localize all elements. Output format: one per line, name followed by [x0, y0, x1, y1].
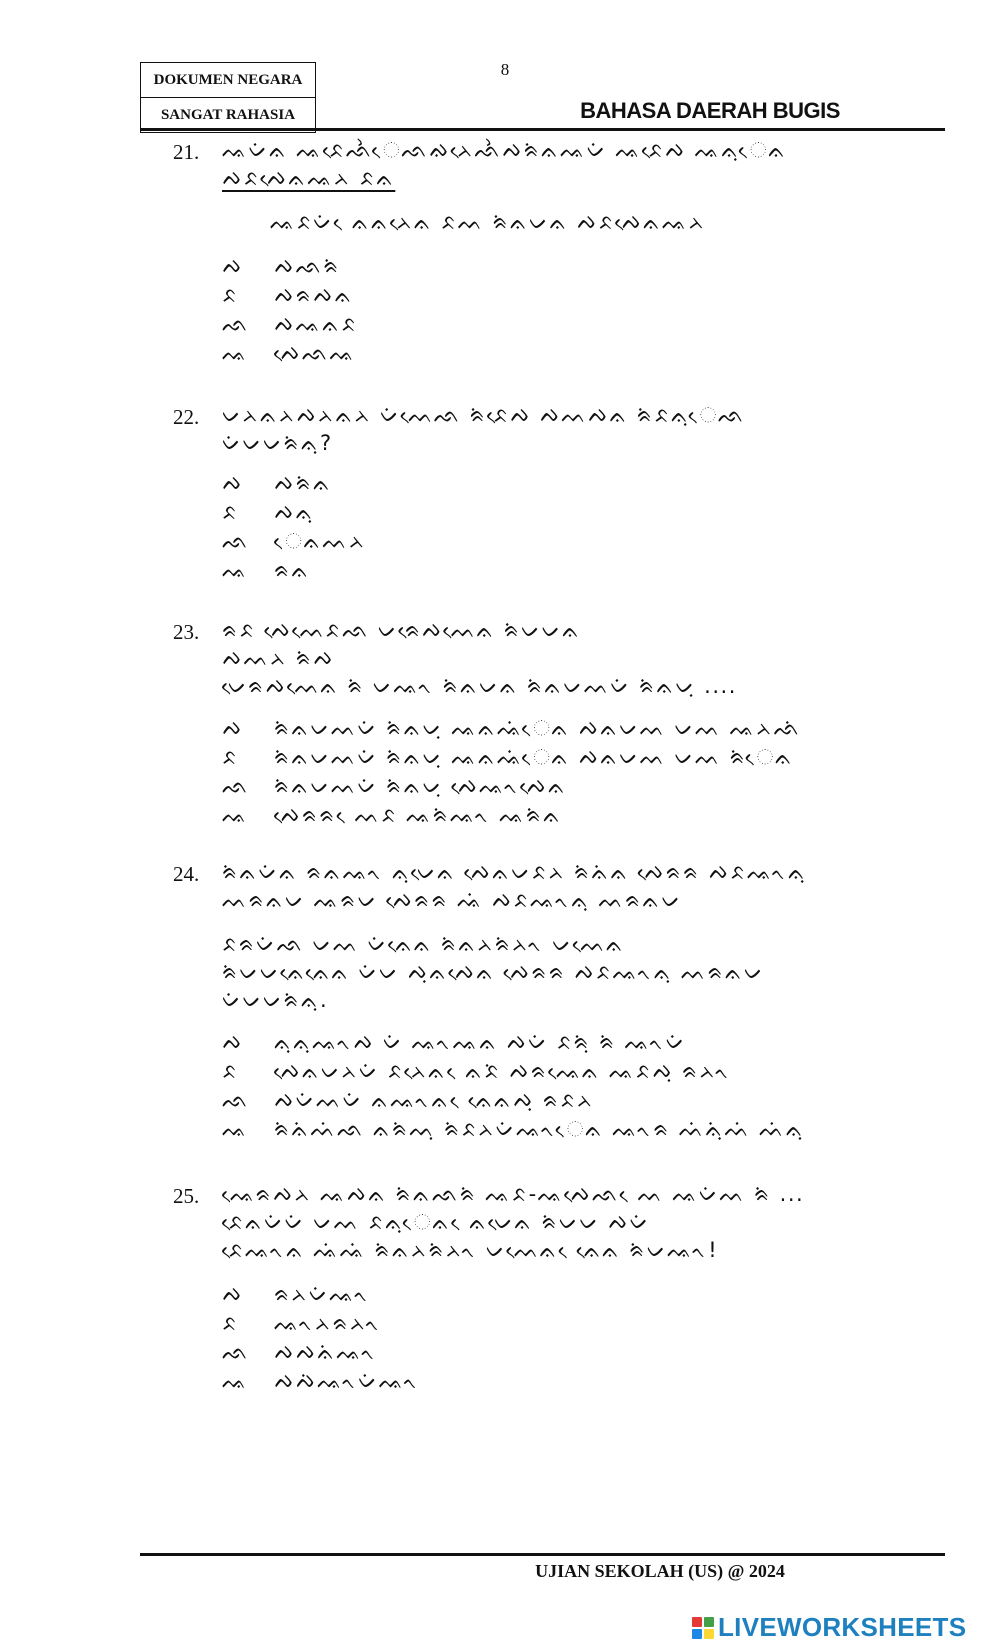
classification-top: DOKUMEN NEGARA — [153, 71, 303, 88]
option-letter: ᨒ — [222, 773, 250, 798]
exam-footer: UJIAN SEKOLAH (US) @ 2024 — [535, 1561, 785, 1581]
option-a[interactable] — [222, 714, 801, 742]
option-d[interactable] — [222, 339, 356, 367]
logo-square-blue — [692, 1629, 702, 1639]
question-prompt: ᨕᨅᨆᨗ ᨙᨊᨊᨂᨙᨊ ᨅᨓ ᨑᨗᨊᨆᨊ ᨄᨅᨄᨙᨊᨕᨂ — [270, 209, 707, 234]
option-b[interactable] — [222, 1309, 382, 1337]
option-letter: ᨕ — [222, 1368, 249, 1393]
question-prompt-line: ᨅᨑᨆᨗᨒ ᨆᨓ ᨆᨗᨊᨙᨊ ᨑᨗᨊᨂᨑᨗᨂᨚ ᨆᨓᨙᨊ — [222, 931, 625, 956]
option-text: ᨄᨑᨗᨊ — [274, 470, 333, 495]
question-stem-line: ᨆᨗᨆᨆᨑᨗᨊᨘ? — [222, 430, 333, 455]
logo-square-red — [692, 1617, 702, 1627]
option-text: ᨄᨑᨄᨊ — [274, 282, 354, 307]
option-text: ᨑᨂᨆᨗᨕᨚ — [274, 1281, 371, 1306]
question-prompt-line: ᨑᨗᨆᨆᨊᨙᨊᨙᨊ ᨆᨗᨆ ᨄᨘᨊᨄᨙᨊ ᨄᨙᨑᨑ ᨄᨅᨕᨚᨊᨘ ᨓᨑᨊᨆ — [222, 959, 765, 984]
question-number: 22. — [173, 405, 200, 429]
option-c[interactable] — [222, 1086, 594, 1114]
question-stem-line: ᨄᨓᨂ ᨑᨗᨄ — [222, 645, 335, 670]
subject-title: BAHASA DAERAH BUGIS — [580, 98, 840, 123]
question-stem-line: ᨕᨙᨑᨄᨂ ᨕᨄᨊ ᨑᨗᨊᨒᨑᨗ ᨕᨅ-ᨕᨄᨙᨒ ᨙᨓ ᨕᨆᨗᨓ ᨑᨗ ... — [222, 1181, 805, 1206]
question-number: 25. — [173, 1184, 200, 1208]
option-d[interactable] — [222, 1115, 805, 1143]
logo-square-green — [704, 1617, 714, 1627]
header-rule — [140, 128, 945, 131]
question-number: 21. — [173, 140, 200, 164]
option-letter: ᨒ — [222, 311, 250, 336]
question-stem-line: ᨄᨅᨄᨙᨊᨕᨂ ᨅᨊ — [222, 165, 396, 190]
option-letter: ᨄ — [222, 470, 244, 495]
option-text: ᨄᨄᨗᨕᨚᨆᨗᨕᨚ — [274, 1368, 420, 1393]
option-b[interactable] — [222, 743, 794, 771]
question-stem-line: ᨅᨙᨊᨆᨗᨆᨗ ᨆᨓ ᨅᨊᨘᨙᨊ ᨙᨊᨆᨙᨊ ᨑᨗᨆᨆ ᨄᨆᨗ — [222, 1209, 651, 1234]
classification-bottom: SANGAT RAHASIA — [141, 97, 315, 132]
option-letter: ᨄ — [222, 1029, 244, 1054]
option-b[interactable] — [222, 281, 354, 309]
option-letter: ᨅ — [222, 282, 239, 307]
option-a[interactable] — [222, 252, 341, 280]
option-letter: ᨅ — [222, 499, 239, 524]
option-c[interactable] — [222, 1338, 377, 1366]
option-b[interactable] — [222, 498, 315, 526]
option-letter: ᨒ — [222, 528, 250, 553]
option-letter: ᨕ — [222, 557, 249, 582]
option-letter: ᨄ — [222, 715, 244, 740]
question-stem-line: ᨓᨑᨊᨆ ᨕᨑᨆ ᨄᨙᨑᨑ ᨕᨗ ᨄᨅᨕᨚᨊᨘ ᨓᨑᨊᨆ — [222, 887, 682, 912]
question-stem-line: ᨑᨅ ᨄᨙᨓᨙᨅᨒ ᨆᨑᨙᨄᨓᨙᨊ ᨑᨗᨆᨆᨊ — [222, 617, 582, 642]
option-text: ᨄᨒᨑᨗ — [274, 253, 341, 278]
option-letter: ᨕ — [222, 1116, 249, 1141]
option-text: ᨄᨙᨒᨕ — [274, 340, 357, 365]
option-c[interactable] — [222, 772, 567, 800]
option-text: ᨄᨊᨘ — [274, 499, 315, 524]
option-text: ᨄᨙᨊᨆᨂᨆᨗ ᨅᨂᨙᨊ ᨙᨊᨅᨗ ᨄᨑᨕᨙᨊ ᨕᨅᨄᨘ ᨑᨂᨚ — [274, 1058, 732, 1083]
option-a[interactable] — [222, 469, 332, 497]
option-letter: ᨅ — [222, 1058, 239, 1083]
option-letter: ᨅ — [222, 744, 239, 769]
option-text: ᨙᨊᨓᨂ — [274, 528, 367, 553]
option-text: ᨄᨙᨑᨑ ᨙᨓᨅ ᨕᨑᨗᨕᨚ ᨕᨑᨗᨊ — [274, 802, 563, 827]
option-letter: ᨅ — [222, 1310, 239, 1335]
option-text: ᨄᨕᨊᨅ — [274, 311, 359, 336]
question-stem-line: ᨑᨗᨊᨆᨗᨊ ᨑᨊᨕᨚ ᨊᨘᨆᨙᨊ ᨄᨙᨊᨆᨅᨂ ᨑᨗᨊᨗᨊ ᨄᨙᨑᨑ ᨄᨅᨕᨚᨊᨘ — [222, 859, 808, 884]
option-text: ᨑᨗᨊᨆᨓᨆᨗ ᨑᨗᨊᨆᨘ ᨄᨙᨕᨚᨄᨙᨊ — [274, 773, 568, 798]
option-b[interactable] — [222, 1057, 731, 1085]
logo-square-yellow — [704, 1629, 714, 1639]
option-text: ᨕᨚᨂᨑᨂᨚ — [274, 1310, 382, 1335]
option-d[interactable] — [222, 1367, 420, 1395]
question-number: 23. — [173, 620, 200, 644]
option-a[interactable] — [222, 1028, 686, 1056]
question-stem-line: ᨆᨙᨑᨄᨓᨙᨊ ᨑᨗ ᨆᨕᨚ ᨑᨗᨊᨆᨊ ᨑᨗᨊᨆᨓᨆᨗ ᨑᨗᨊᨆᨘ .... — [222, 673, 737, 698]
option-text: ᨑᨗᨊᨆᨓᨆᨗ ᨑᨗᨊᨆᨘ ᨕᨊᨕᨗᨙᨊ ᨄᨊᨆᨓ ᨆᨓ ᨕᨂᨒᨗ — [274, 715, 802, 740]
question-stem-line: ᨕᨆᨗᨊ ᨕᨅᨙᨒᨛᨙᨒᨁᨂᨙᨒᨛᨄᨑᨗᨊᨕᨆᨗ ᨕᨅᨙᨄ ᨕᨊᨘᨙᨊ — [222, 137, 788, 162]
footer-rule — [140, 1553, 945, 1556]
option-c[interactable] — [222, 310, 358, 338]
question-stem-line: ᨅᨙᨕᨚᨊ ᨕᨗᨕᨗ ᨑᨗᨊᨂᨑᨗᨂᨚ ᨆᨓᨙᨊ ᨙᨊᨙᨊ ᨑᨗᨆᨕᨚ! — [222, 1237, 719, 1262]
option-a[interactable] — [222, 1280, 370, 1308]
option-text: ᨑᨊ — [274, 557, 311, 582]
question-prompt-line: ᨆᨗᨆᨆᨑᨗᨊᨘ. — [222, 987, 329, 1012]
option-letter: ᨕ — [222, 802, 249, 827]
option-text: ᨄᨄᨊᨗᨕᨚ — [274, 1339, 378, 1364]
liveworksheets-brand[interactable] — [692, 1612, 966, 1643]
option-text: ᨄᨆᨗᨓᨆᨗ ᨊᨕᨚᨊ ᨙᨊᨙᨊᨄᨘ ᨑᨅᨂ — [274, 1087, 595, 1112]
option-text: ᨑᨗᨊᨗᨓᨗᨒ ᨊᨑᨗᨓᨘ ᨑᨗᨅᨂᨆᨗᨕᨚᨙᨊ ᨕᨚᨑ ᨓᨗᨊᨘᨗᨓᨗ ᨓᨗᨊᨘ — [274, 1116, 805, 1141]
option-letter: ᨕ — [222, 340, 249, 365]
option-letter: ᨄ — [222, 1281, 244, 1306]
option-d[interactable] — [222, 801, 562, 829]
brand-wordmark: LIVEWORKSHEETS — [718, 1612, 967, 1642]
classification-box — [140, 62, 316, 133]
option-text: ᨑᨗᨊᨆᨓᨆᨗ ᨑᨗᨊᨆᨘ ᨕᨊᨕᨗᨙᨊ ᨄᨊᨆᨓ ᨆᨓ ᨑᨗᨙᨊ — [274, 744, 795, 769]
option-letter: ᨒ — [222, 1087, 250, 1112]
option-text: ᨊᨘᨊᨘᨕᨚᨄ ᨆᨗ ᨕᨚᨕᨊ ᨄᨆᨗ ᨅᨑᨘᨗ ᨑᨗ ᨕᨚᨆᨗ — [274, 1029, 687, 1054]
option-letter: ᨄ — [222, 253, 244, 278]
option-d[interactable] — [222, 556, 311, 584]
option-c[interactable] — [222, 527, 366, 555]
question-stem-line: ᨆᨂᨊᨂᨄᨂᨊᨂ ᨆᨗᨓᨙᨒ ᨑᨗᨅᨙᨄ ᨄᨓᨄᨊ ᨑᨗᨅᨊᨘᨙᨒ — [222, 402, 746, 427]
option-letter: ᨒ — [222, 1339, 250, 1364]
question-number: 24. — [173, 862, 200, 886]
liveworksheets-logo-icon — [692, 1617, 714, 1639]
page-number: 8 — [500, 60, 510, 79]
